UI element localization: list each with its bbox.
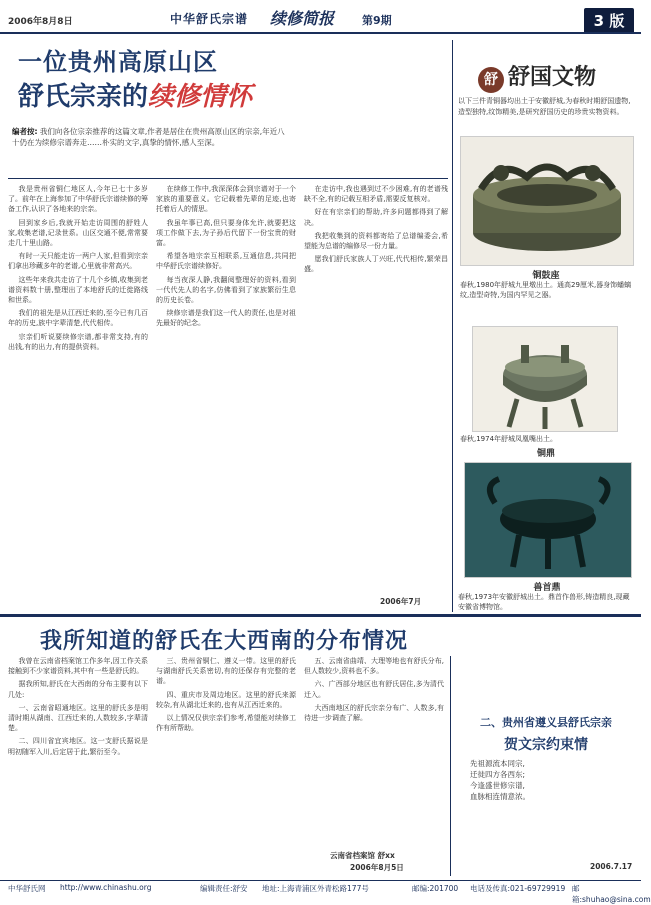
footer-editor: 编辑责任:舒安 — [200, 884, 248, 893]
footer-phone: 电话及传真:021-69729919 — [470, 884, 566, 893]
paragraph: 以上情况仅供宗亲们参考,希望能对续修工作有所帮助。 — [156, 714, 296, 733]
footer-postcode: 邮编:201700 — [412, 884, 459, 893]
poem-line: 先祖源流本同宗, — [470, 759, 525, 768]
relics-section-title — [478, 60, 596, 93]
paragraph: 希望各地宗亲互相联系,互通信息,共同把中华舒氏宗谱续修好。 — [156, 252, 296, 271]
paragraph: 三、贵州省铜仁、遵义一带。这里的舒氏与湖南舒氏关系密切,有的还保存有完整的老谱。 — [156, 657, 296, 686]
paragraph: 据我所知,舒氏在大西南的分布主要有以下几处: — [8, 680, 148, 699]
paragraph: 这些年来我共走访了十几个乡镇,收集到老谱资料数十册,整理出了本地舒氏的迁徙路线和世系。 — [8, 275, 148, 305]
footer-email[interactable]: 邮箱:shuhao@sina.com — [572, 884, 651, 904]
headline-line-2 — [18, 76, 252, 113]
paragraph: 好在有宗亲们的帮助,许多问题都得到了解决。 — [304, 208, 448, 227]
relic-photo-beast-ding — [464, 462, 632, 578]
article-column-3 — [304, 184, 448, 592]
poem-heading — [458, 714, 634, 730]
headline-prefix: 舒氏宗亲的 — [18, 82, 149, 112]
newspaper-brand: 续修简报 — [270, 9, 335, 28]
paragraph: 我是贵州省铜仁地区人,今年已七十多岁了。前年在上海参加了中华舒氏宗谱续修的筹备工作,认识了各地来的宗亲。 — [8, 185, 148, 214]
footer-site-link[interactable]: http://www.chinashu.org — [60, 883, 152, 892]
poem-body — [470, 758, 630, 802]
bottom-headline: 我所知道的舒氏在大西南的分布情况 — [40, 629, 409, 654]
headline-line-1: 一位贵州高原山区 — [18, 48, 218, 76]
relic-caption-3: 春秋,1973年安徽舒城出土。鼎首作兽形,铸造精良,现藏安徽省博物馆。 — [458, 593, 630, 611]
relics-intro: 以下三件青铜器均出土于安徽舒城,为春秋时期舒国遗物,造型独特,纹饰精美,是研究舒国历史的珍贵实物资料。 — [458, 97, 631, 116]
paragraph: 宗亲们听说要续修宗谱,都非常支持,有的出钱,有的出力,有的提供资料。 — [8, 332, 148, 351]
poem-number: 二、 — [480, 716, 502, 729]
paragraph: 五、云南省曲靖、大理等地也有舒氏分布,但人数较少,资料也不多。 — [304, 657, 444, 676]
seal-icon: 舒 — [478, 67, 504, 93]
paragraph: 回到家乡后,我就开始走访周围的舒姓人家,收集老谱,记录世系。山区交通不便,常常要走几十里山路。 — [8, 218, 148, 248]
distribution-column-1 — [8, 656, 148, 876]
paragraph: 四、重庆市及周边地区。这里的舒氏来源较杂,有从湖北迁来的,也有从江西迁来的。 — [156, 690, 296, 709]
headline-highlight: 续修情怀 — [148, 82, 253, 112]
relic-name-3: 兽首鼎 — [533, 583, 561, 593]
editor-note-label: 编者按: — [12, 127, 38, 136]
drum-stand-icon — [461, 137, 633, 265]
paragraph: 六、广西部分地区也有舒氏居住,多为清代迁入。 — [304, 680, 444, 699]
relics-title-text: 舒国文物 — [508, 65, 597, 90]
relic-name-2: 铜鼎 — [536, 449, 555, 459]
paragraph: 有时一天只能走访一两户人家,但看到宗亲们拿出珍藏多年的老谱,心里就非常高兴。 — [8, 252, 148, 271]
paragraph: 我虽年事已高,但只要身体允许,就要把这项工作做下去,为子孙后代留下一份宝贵的财富。 — [156, 218, 296, 248]
newspaper-title: 中华舒氏宗谱 — [170, 12, 249, 26]
poem-title: 贵州省遵义县舒氏宗亲 — [502, 716, 612, 729]
beast-ding-icon — [465, 463, 631, 577]
article-signature: 2006年7月 — [380, 597, 422, 606]
footer-site-label: 中华舒氏网 — [8, 884, 46, 893]
section-rule — [8, 178, 448, 179]
poem-line: 今逢盛世修宗谱, — [470, 781, 525, 790]
paragraph: 大西南地区的舒氏宗亲分布广、人数多,有待进一步调查了解。 — [304, 703, 444, 723]
paragraph: 在走访中,我也遇到过不少困难,有的老谱残缺不全,有的记载互相矛盾,需要反复核对。 — [304, 185, 448, 204]
relic-name-1: 铜鼓座 — [532, 271, 560, 281]
poem-line: 迁徙四方各西东; — [470, 770, 526, 779]
paragraph: 续修宗谱是我们这一代人的责任,也是对祖先最好的纪念。 — [156, 309, 296, 328]
distribution-column-2 — [156, 656, 296, 876]
article-column-1 — [8, 184, 148, 608]
paragraph: 一、云南省昭通地区。这里的舒氏多是明清时期从湖南、江西迁来的,人数较多,字辈清楚。 — [8, 703, 148, 733]
distribution-date: 2006年8月5日 — [350, 863, 404, 872]
column-divider — [452, 40, 453, 612]
paragraph: 我们的祖先是从江西迁来的,至今已有几百年的历史,族中字辈清楚,代代相传。 — [8, 309, 148, 328]
header-rule — [0, 32, 641, 34]
page-number-badge: 3 版 — [584, 8, 634, 34]
relic-photo-drum-stand — [460, 136, 634, 266]
paragraph: 在续修工作中,我深深体会到宗谱对于一个家族的重要意义。它记载着先辈的足迹,也寄托着后人的情思。 — [156, 185, 296, 214]
article-column-2 — [156, 184, 296, 608]
issue-date: 2006年8月8日 — [8, 17, 73, 27]
editor-note — [12, 126, 292, 148]
bottom-section-rule — [0, 614, 641, 617]
footer-rule — [0, 880, 641, 881]
issue-number: 第9期 — [362, 14, 392, 27]
poem-subtitle: 贺文宗约束情 — [504, 737, 588, 753]
editor-note-text: 我们向各位宗亲推荐的这篇文章,作者是居住在贵州高原山区的宗亲,年近八十仍在为续修宗谱奔走……朴实的文字,真挚的情怀,感人至深。 — [12, 127, 285, 147]
poem-date: 2006.7.17 — [590, 862, 633, 871]
footer-address: 地址:上海青浦区外青松路177号 — [262, 884, 369, 893]
distribution-column-3 — [304, 656, 444, 846]
paragraph: 我曾在云南省档案馆工作多年,因工作关系接触到不少家谱资料,其中有一些是舒氏的。 — [8, 657, 148, 676]
paragraph: 二、四川省宜宾地区。这一支舒氏据说是明初随军入川,后定居于此,繁衍至今。 — [8, 737, 148, 756]
relic-photo-ding — [472, 326, 618, 432]
relic-caption-1: 春秋,1980年舒城九里墩出土。通高29厘米,器身饰蟠螭纹,造型奇特,为国内罕见之器。 — [460, 281, 632, 299]
relic-caption-2: 春秋,1974年舒城凤凰嘴出土。 — [460, 435, 558, 443]
poem-line: 血脉相连情意浓。 — [470, 792, 530, 801]
ding-vessel-icon — [473, 327, 617, 431]
paragraph: 我把收集到的资料都寄给了总谱编委会,希望能为总谱的编修尽一份力量。 — [304, 231, 448, 251]
paragraph: 愿我们舒氏家族人丁兴旺,代代相传,繁荣昌盛。 — [304, 255, 448, 274]
column-divider — [450, 656, 451, 876]
distribution-byline: 云南省档案馆 舒xx — [330, 851, 395, 860]
paragraph: 每当夜深人静,我翻阅整理好的资料,看到一代代先人的名字,仿佛看到了家族繁衍生息的历史长卷。 — [156, 275, 296, 305]
